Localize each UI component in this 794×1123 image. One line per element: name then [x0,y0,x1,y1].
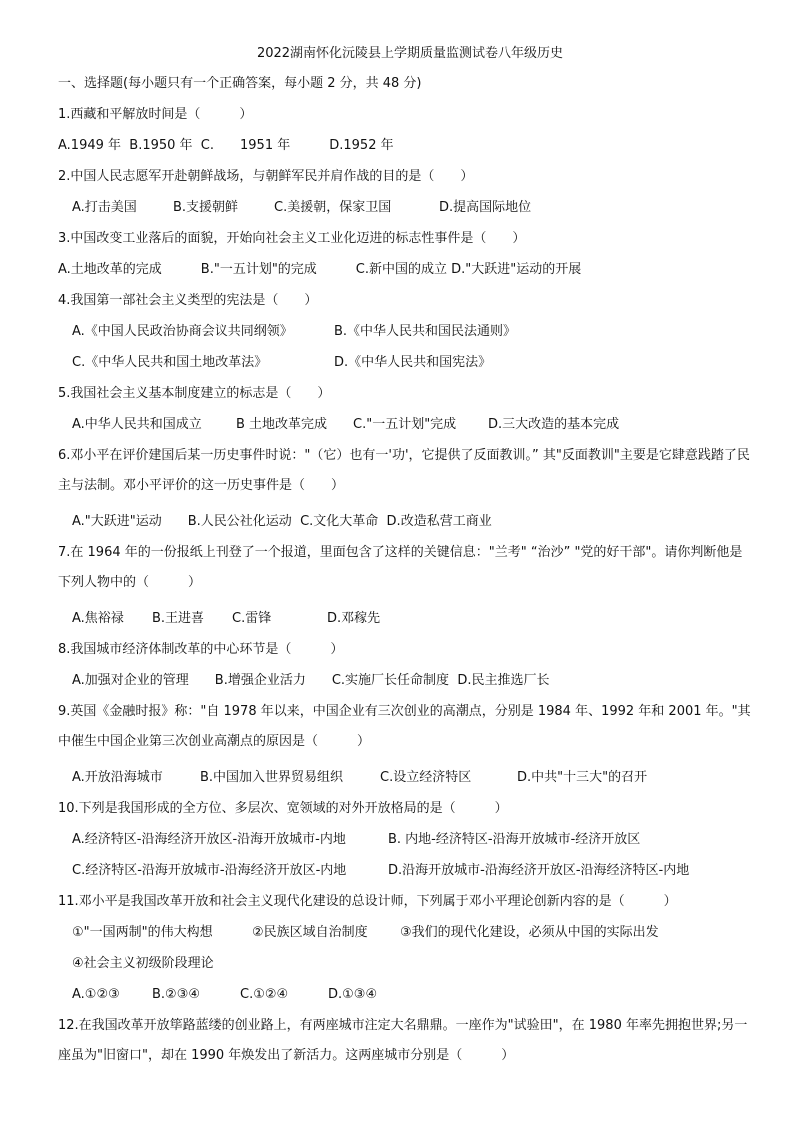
question-9-stem: 9.英国《金融时报》称："自 1978 年以来，中国企业有三次创业的高潮点，分别是 1984 年、1992 年和 2001 年。"其中催生中国企业第三次创业高潮点的原因是（ ） [58,704,751,749]
question-10-option-c[interactable]: C.经济特区-沿海开放城市-沿海经济开放区-内地 [72,863,347,878]
question-7-option-b[interactable]: B.王进喜 [152,611,205,626]
question-1-stem: 1.西藏和平解放时间是（ ） [58,107,253,122]
question-8-options: A.加强对企业的管理 B.增强企业活力 C.实施厂长任命制度 D.民主推选厂长 [72,673,550,688]
question-2-stem: 2.中国人民志愿军开赴朝鲜战场，与朝鲜军民并肩作战的目的是（ ） [58,169,474,184]
question-7-option-a[interactable]: A.焦裕禄 [72,611,124,626]
question-10-option-b[interactable]: B. 内地-经济特区-沿海开放城市-经济开放区 [388,832,641,847]
question-9-options [58,768,754,799]
question-10-option-d[interactable]: D.沿海开放城市-沿海经济开放区-沿海经济特区-内地 [388,863,690,878]
question-5-stem: 5.我国社会主义基本制度建立的标志是（ ） [58,386,331,401]
question-4-options-row-2 [58,353,754,384]
question-11-option-c[interactable]: C.①②④ [240,987,289,1002]
question-11-stem: 11.邓小平是我国改革开放和社会主义现代化建设的总设计师，下列属于邓小平理论创新内容的是（ ） [58,894,677,909]
question-2-option-c[interactable]: C.美援朝，保家卫国 [274,200,392,215]
question-7-option-d[interactable]: D.邓稼先 [327,611,381,626]
question-5-option-c[interactable]: C."一五计划"完成 [353,417,457,432]
question-6-stem: 6.邓小平在评价建国后某一历史事件时说："（它）也有一'功'，它提供了反面教训。” 其"反面教训"主要是它肆意践踏了民主与法制。邓小平评价的这一历史事件是（ ） [58,448,750,493]
question-11-item-4: ④社会主义初级阶段理论 [72,956,214,971]
question-7-option-c[interactable]: C.雷锋 [232,611,272,626]
question-7-options [58,609,754,640]
question-12-stem: 12.在我国改革开放筚路蓝缕的创业路上，有两座城市注定大名鼎鼎。一座作为"试验田"，在 1980 年率先拥抱世界;另一座虽为"旧窗口"，却在 1990 年焕发出了新活力。这两座城市分别是（ ） [58,1018,748,1063]
question-10-stem: 10.下列是我国形成的全方位、多层次、宽领域的对外开放格局的是（ ） [58,801,508,816]
question-9-option-c[interactable]: C.设立经济特区 [380,770,472,785]
question-10-option-a[interactable]: A.经济特区-沿海经济开放区-沿海开放城市-内地 [72,832,346,847]
question-11-option-d[interactable]: D.①③④ [328,987,378,1002]
question-2-option-b[interactable]: B.支援朝鲜 [173,200,239,215]
question-4-option-b[interactable]: B.《中华人民共和国民法通则》 [334,324,517,339]
question-5-option-d[interactable]: D.三大改造的基本完成 [488,417,620,432]
question-9-option-d[interactable]: D.中共"十三大"的召开 [517,770,648,785]
question-4-stem: 4.我国第一部社会主义类型的宪法是（ ） [58,293,318,308]
question-8-stem: 8.我国城市经济体制改革的中心环节是（ ） [58,642,344,657]
question-2-options [58,198,754,229]
question-2-option-a[interactable]: A.打击美国 [72,200,137,215]
section-heading: 一、选择题(每小题只有一个正确答案，每小题 2 分，共 48 分) [58,76,422,91]
question-11-item-2: ②民族区域自治制度 [252,925,368,940]
question-3-options: A.土地改革的完成 B."一五计划"的完成 C.新中国的成立 D."大跃进"运动的开展 [58,262,582,277]
question-9-option-a[interactable]: A.开放沿海城市 [72,770,163,785]
question-1-options: A.1949 年 B.1950 年 C. 1951 年 D.1952 年 [58,138,394,153]
question-11-item-3: ③我们的现代化建设，必须从中国的实际出发 [400,925,659,940]
question-9-option-b[interactable]: B.中国加入世界贸易组织 [200,770,344,785]
question-11-option-a[interactable]: A.①②③ [72,987,120,1002]
question-4-option-d[interactable]: D.《中华人民共和国宪法》 [334,355,492,370]
question-10-options-row-2 [58,861,754,892]
question-11-items-row-1 [58,923,754,954]
question-7-stem: 7.在 1964 年的一份报纸上刊登了一个报道，里面包含了这样的关键信息："兰考" “治沙” "党的好干部"。请你判断他是下列人物中的（ ） [58,545,743,590]
question-10-options-row-1 [58,830,754,861]
question-5-option-b[interactable]: B 土地改革完成 [236,417,328,432]
question-11-item-1: ①"一国两制"的伟大构想 [72,925,213,940]
question-3-stem: 3.中国改变工业落后的面貌，开始向社会主义工业化迈进的标志性事件是（ ） [58,231,526,246]
question-2-option-d[interactable]: D.提高国际地位 [439,200,532,215]
question-4-option-a[interactable]: A.《中国人民政治协商会议共同纲领》 [72,324,293,339]
question-4-options-row-1 [58,322,754,353]
question-11-option-b[interactable]: B.②③④ [152,987,201,1002]
question-5-option-a[interactable]: A.中华人民共和国成立 [72,417,202,432]
question-6-options: A."大跃进"运动 B.人民公社化运动 C.文化大革命 D.改造私营工商业 [72,514,492,529]
page-title: 2022湖南怀化沅陵县上学期质量监测试卷八年级历史 [256,46,564,61]
question-4-option-c[interactable]: C.《中华人民共和国土地改革法》 [72,355,268,370]
